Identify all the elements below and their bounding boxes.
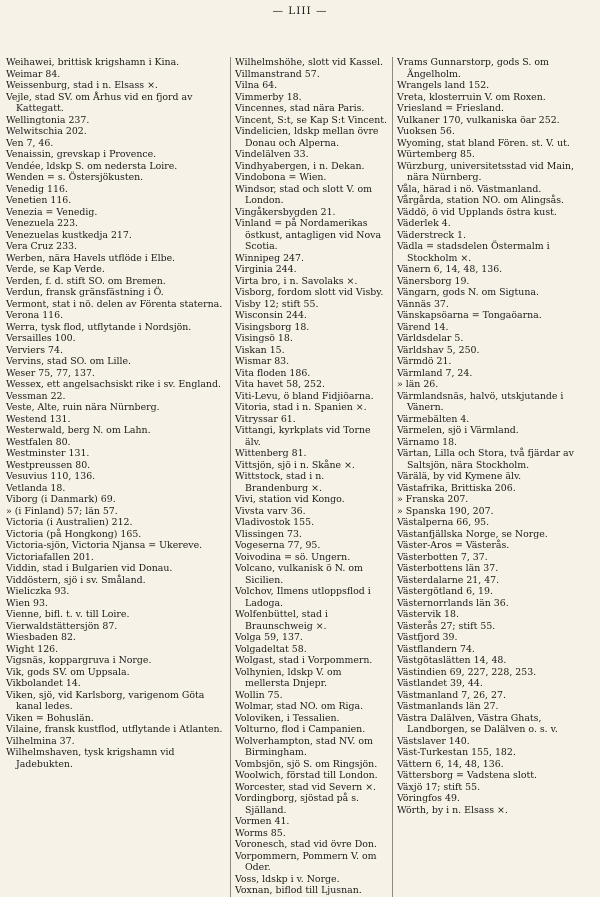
index-entry: Verde, se Kap Verde. <box>6 264 105 275</box>
index-entry: Vervins, stad SO. om Lille. <box>6 356 131 367</box>
index-entry: Wittenberg 81. <box>235 448 307 459</box>
index-entry: Wolmar, stad NO. om Riga. <box>235 701 364 712</box>
index-entry: Wisconsin 244. <box>235 310 307 321</box>
index-entry: Väderstreck 1. <box>397 229 466 241</box>
index-entry: Woolwich, förstad till London. <box>235 770 378 781</box>
index-entry: Weissenburg, stad i n. Elsass ×. <box>6 80 158 91</box>
index-entry: Veste, Alte, ruin nära Nürnberg. <box>6 402 160 413</box>
index-entry: Verdun, fransk gränsfästning i Ö. <box>6 287 164 298</box>
index-entry: Våla, härad i nö. Västmanland. <box>397 183 542 195</box>
index-column-3 <box>392 57 600 897</box>
index-entry: Westfalen 80. <box>6 436 71 448</box>
index-entry: Vulkaner 170, vulkaniska öar 252. <box>397 114 560 126</box>
index-entry: Vombsjön, sjö S. om Ringsjön. <box>235 758 378 770</box>
index-entry: Westend 131. <box>6 413 71 425</box>
index-entry: Vreta, klosterruin V. om Roxen. <box>397 91 546 103</box>
index-entry: Vindobona = Wien. <box>235 172 327 183</box>
index-entry: Värtan, Lilla och Stora, två fjärdar av Saltsjön, nära Stockholm. <box>397 448 574 471</box>
index-entry: Västmanland 7, 26, 27. <box>397 689 506 701</box>
index-entry: Vivsta varv 36. <box>235 505 306 517</box>
index-entry: Västgötaslätten 14, 48. <box>397 655 507 666</box>
index-entry: Värälä, by vid Kymene älv. <box>397 471 522 482</box>
index-entry: Värnamo 18. <box>397 436 458 448</box>
index-entry: Verviers 74. <box>6 344 63 356</box>
index-entry: Vendée, ldskp S. om nedersta Loire. <box>6 160 178 172</box>
index-entry: Vik, gods SV. om Uppsala. <box>6 666 130 678</box>
index-entry: Villmanstrand 57. <box>235 68 320 80</box>
index-entry: Viborg (i Danmark) 69. <box>6 494 116 505</box>
index-entry: Vindelälven 33. <box>235 149 309 160</box>
index-entry: Wollin 75. <box>235 689 283 701</box>
index-entry: Vigsnäs, koppargruva i Norge. <box>6 655 152 666</box>
index-entry: Världsdelar 5. <box>397 333 464 344</box>
index-entry: Vädla = stadsdelen Östermalm i Stockholm ×. <box>397 241 550 264</box>
index-entry: Weser 75, 77, 137. <box>6 367 95 379</box>
index-entry: Wilhelmshöhe, slott vid Kassel. <box>235 57 383 68</box>
index-entry: Vriesland = Friesland. <box>397 103 505 114</box>
index-entry: Växjö 17; stift 55. <box>397 781 481 793</box>
index-entry: Westerwald, berg N. om Lahn. <box>6 425 151 436</box>
index-entry: Victoriafallen 201. <box>6 551 94 563</box>
index-entry: Visborg, fordom slott vid Visby. <box>235 287 384 298</box>
index-entry: Viddin, stad i Bulgarien vid Donau. <box>6 563 173 574</box>
index-entry: Vängarn, gods N. om Sigtuna. <box>397 287 539 298</box>
index-entry: » (i Finland) 57; län 57. <box>6 505 118 517</box>
index-entry: Venaissin, grevskap i Provence. <box>6 149 157 160</box>
index-entry: Victoria (på Hongkong) 165. <box>6 528 142 540</box>
index-entry: Wilhelmshaven, tysk krigshamn vid Jadebukten. <box>6 747 175 770</box>
index-entry: Worms 85. <box>235 827 286 839</box>
index-entry: Värmlandsnäs, halvö, utskjutande i Vänern. <box>397 390 564 413</box>
index-entry: » Franska 207. <box>397 494 469 505</box>
index-entry: Voss, ldskp i v. Norge. <box>235 873 340 885</box>
page-number: — LIII — <box>272 5 328 17</box>
index-entry: Vivi, station vid Kongo. <box>235 494 345 505</box>
index-entry: Vorpommern, Pommern V. om Oder. <box>235 850 377 873</box>
index-entry: Vesuvius 110, 136. <box>6 471 96 482</box>
index-entry: Värmebälten 4. <box>397 413 470 425</box>
index-entry: Werra, tysk flod, utflytande i Nordsjön. <box>6 321 192 333</box>
index-entry: Winnipeg 247. <box>235 252 304 264</box>
index-entry: Wolfenbüttel, stad i Braunschweig ×. <box>235 609 328 632</box>
index-entry: Vänern 6, 14, 48, 136. <box>397 264 503 275</box>
index-entry: Volgadeltat 58. <box>235 643 307 655</box>
index-entry: Vilaine, fransk kustflod, utflytande i Atlanten. <box>6 724 223 735</box>
index-entry: Vimmerby 18. <box>235 91 302 103</box>
index-entry: Voronesch, stad vid övre Don. <box>235 839 377 850</box>
index-entry: Vänersborg 19. <box>397 275 470 287</box>
index-entry: Wight 126. <box>6 643 59 655</box>
index-entry: Vogeserna 77, 95. <box>235 540 321 551</box>
index-entry: Viken = Bohuslän. <box>6 712 94 724</box>
index-entry: Västanfjällska Norge, se Norge. <box>397 528 548 540</box>
index-entry: Vienne, bifl. t. v. till Loire. <box>6 609 130 620</box>
index-entry: Vera Cruz 233. <box>6 241 77 252</box>
index-entry: Wiesbaden 82. <box>6 632 76 643</box>
index-entry: Westpreussen 80. <box>6 459 91 471</box>
index-entry: Vladivostok 155. <box>235 517 315 528</box>
index-entry: Virginia 244. <box>235 264 297 275</box>
index-entry: Wismar 83. <box>235 356 290 367</box>
index-entry: Versailles 100. <box>6 333 76 344</box>
index-entry: Vindelicien, ldskp mellan övre Donau och Alperna. <box>235 126 379 149</box>
index-entry: Volturno, flod i Campanien. <box>235 724 366 735</box>
index-entry: Vöringfos 49. <box>397 793 460 804</box>
index-entry: Vuoksen 56. <box>397 126 455 137</box>
index-column-2 <box>230 57 392 897</box>
index-entry: Werben, nära Havels utflöde i Elbe. <box>6 252 176 264</box>
index-entry: Welwitschia 202. <box>6 126 87 137</box>
index-entry: Wrangels land 152. <box>397 80 490 91</box>
index-entry: Vetlanda 18. <box>6 482 66 494</box>
index-entry: Volga 59, 137. <box>235 632 303 643</box>
index-entry: Voloviken, i Tessalien. <box>235 712 340 724</box>
index-entry: Wolgast, stad i Vorpommern. <box>235 655 373 666</box>
index-entry: Vita havet 58, 252. <box>235 379 325 390</box>
index-entry: Vänskapsöarna = Tongaöarna. <box>397 310 542 321</box>
index-entry: Västflandern 74. <box>397 643 475 655</box>
index-entry: Venezuelas kustkedja 217. <box>6 229 132 241</box>
index-entry: Viddöstern, sjö i sv. Småland. <box>6 574 146 586</box>
index-entry: Würtemberg 85. <box>397 149 475 160</box>
index-entry: Vierwaldstättersjön 87. <box>6 620 118 632</box>
index-entry: Vlissingen 73. <box>235 528 302 540</box>
index-entry: Volchov, Ilmens utloppsflod i Ladoga. <box>235 586 371 609</box>
index-entry: Vitoria, stad i n. Spanien ×. <box>235 402 367 413</box>
index-entry: Volhynien, ldskp V. om mellersta Dnjepr. <box>235 666 342 689</box>
index-entry: Västerbottens län 37. <box>397 563 499 574</box>
index-entry: Viti-Levu, ö bland Fidjiöarna. <box>235 390 374 402</box>
index-entry: Venezuela 223. <box>6 218 79 229</box>
index-entry: Venetien 116. <box>6 195 72 206</box>
index-entry: Venezia = Venedig. <box>6 206 98 218</box>
index-entry: Vättern 6, 14, 48, 136. <box>397 758 504 770</box>
index-entry: Vordingborg, sjöstad på s. Själland. <box>235 793 360 816</box>
index-entry: Westminster 131. <box>6 448 90 459</box>
index-entry: Weihawei, brittisk krigshamn i Kina. <box>6 57 180 68</box>
index-entry: Vinland = på Nordamerikas östkust, antagligen vid Nova Scotia. <box>235 218 382 252</box>
index-entry: Västfjord 39. <box>397 632 458 643</box>
index-entry: Väst-Turkestan 155, 182. <box>397 747 516 758</box>
index-entry: Wieliczka 93. <box>6 586 70 597</box>
index-entry: Vännäs 37. <box>397 298 449 310</box>
index-entry: Visby 12; stift 55. <box>235 298 319 310</box>
index-entry: Weimar 84. <box>6 68 61 80</box>
index-entry: Wien 93. <box>6 597 48 609</box>
index-entry: Västernorrlands län 36. <box>397 597 509 609</box>
index-entry: Västlandet 39, 44. <box>397 678 483 689</box>
index-entry: Västslaver 140. <box>397 735 470 747</box>
index-entry: Vessman 22. <box>6 390 66 402</box>
index-entry: Vejle, stad SV. om Århus vid en fjord av Kattegatt. <box>6 91 193 114</box>
index-entry: Världshav 5, 250. <box>397 344 480 356</box>
index-entry: Väderlek 4. <box>397 218 451 229</box>
index-entry: Verden, f. d. stift SO. om Bremen. <box>6 275 166 287</box>
index-entry: Vrams Gunnarstorp, gods S. om Ängelholm. <box>397 57 549 80</box>
index-entry: Väster-Aros = Västerås. <box>397 540 510 551</box>
index-entry: Visingsborg 18. <box>235 321 310 333</box>
index-entry: Värend 14. <box>397 321 449 333</box>
index-entry: Västindien 69, 227, 228, 253. <box>397 666 537 678</box>
index-entry: Vita floden 186. <box>235 367 311 379</box>
index-entry: Wenden = s. Östersjökusten. <box>6 172 144 183</box>
index-entry: Västafrika, Brittiska 206. <box>397 482 516 494</box>
index-entry: Väddö, ö vid Upplands östra kust. <box>397 206 557 218</box>
index-entry: Vittangi, kyrkplats vid Torne älv. <box>235 425 371 448</box>
index-entry: Wolverhampton, stad NV. om Birmingham. <box>235 735 373 758</box>
index-entry: Verona 116. <box>6 310 64 321</box>
index-entry: Vormen 41. <box>235 816 290 827</box>
index-entry: Viskan 15. <box>235 344 285 356</box>
index-entry: Worcester, stad vid Severn ×. <box>235 781 377 793</box>
index-entry: » län 26. <box>397 379 439 390</box>
index-entry: Värmdö 21. <box>397 356 452 367</box>
index-entry: Visingsö 18. <box>235 333 293 344</box>
index-entry: Voivodina = sö. Ungern. <box>235 551 351 563</box>
index-entry: Vikbolandet 14. <box>6 678 81 689</box>
index-entry: Vitryssar 61. <box>235 413 296 425</box>
index-entry: » Spanska 190, 207. <box>397 505 494 517</box>
index-entry: Vättersborg = Vadstena slott. <box>397 770 538 781</box>
index-entry: Victoria (i Australien) 212. <box>6 517 133 528</box>
index-entry: Wittstock, stad i n. Brandenburg ×. <box>235 471 325 494</box>
index-entry: Viken, sjö, vid Karlsborg, varigenom Göta kanal ledes. <box>6 689 205 712</box>
index-column-1 <box>6 57 230 897</box>
index-entry: Västergötland 6, 19. <box>397 586 493 597</box>
index-entry: Vilna 64. <box>235 80 278 91</box>
index-entry: Västmanlands län 27. <box>397 701 499 712</box>
index-entry: Västra Dalälven, Västra Ghats, Landborgen, se Dalälven o. s. v. <box>397 712 558 735</box>
index-entry: Wörth, by i n. Elsass ×. <box>397 804 508 816</box>
index-entry: Vårgårda, station NO. om Alingsås. <box>397 195 565 206</box>
index-entry: Würzburg, universitetsstad vid Main, nära Nürnberg. <box>397 160 574 183</box>
index-entry: Virta bro, i n. Savolaks ×. <box>235 275 358 287</box>
index-entry: Västerbotten 7, 37. <box>397 551 488 563</box>
index-entry: Wessex, ett angelsachsiskt rike i sv. England. <box>6 379 221 390</box>
index-entry: Vincennes, stad nära Paris. <box>235 103 365 114</box>
index-entry: Venedig 116. <box>6 183 68 195</box>
index-entry: Vittsjön, sjö i n. Skåne ×. <box>235 459 355 471</box>
index-entry: Wellingtonia 237. <box>6 114 90 126</box>
index-entry: Windsor, stad och slott V. om London. <box>235 183 373 206</box>
index-entry: Västerdalarne 21, 47. <box>397 574 500 586</box>
index-entry: Värmland 7, 24. <box>397 367 473 379</box>
index-entry: Västalperna 66, 95. <box>397 517 490 528</box>
index-entry: Voxnan, biflod till Ljusnan. <box>235 885 362 896</box>
index-entry: Wyoming, stat bland Fören. st. V. ut. <box>397 137 570 149</box>
index-entry: Volcano, vulkanisk ö N. om Sicilien. <box>235 563 363 586</box>
index-columns <box>6 57 600 897</box>
index-entry: Västervik 18. <box>397 609 459 620</box>
index-entry: Vindhyabergen, i n. Dekan. <box>235 160 365 172</box>
index-entry: Vermont, stat i nö. delen av Förenta staterna. <box>6 298 223 310</box>
index-entry: Värmelen, sjö i Värmland. <box>397 425 519 436</box>
index-entry: Vincent, S:t, se Kap S:t Vincent. <box>235 114 387 126</box>
index-entry: Västerås 27; stift 55. <box>397 620 496 632</box>
index-entry: Ven 7, 46. <box>6 137 54 149</box>
index-entry: Vilhelmina 37. <box>6 735 75 747</box>
index-entry: Vingåkersbygden 21. <box>235 206 336 218</box>
index-entry: Victoria-sjön, Victoria Njansa = Ukereve. <box>6 540 203 551</box>
